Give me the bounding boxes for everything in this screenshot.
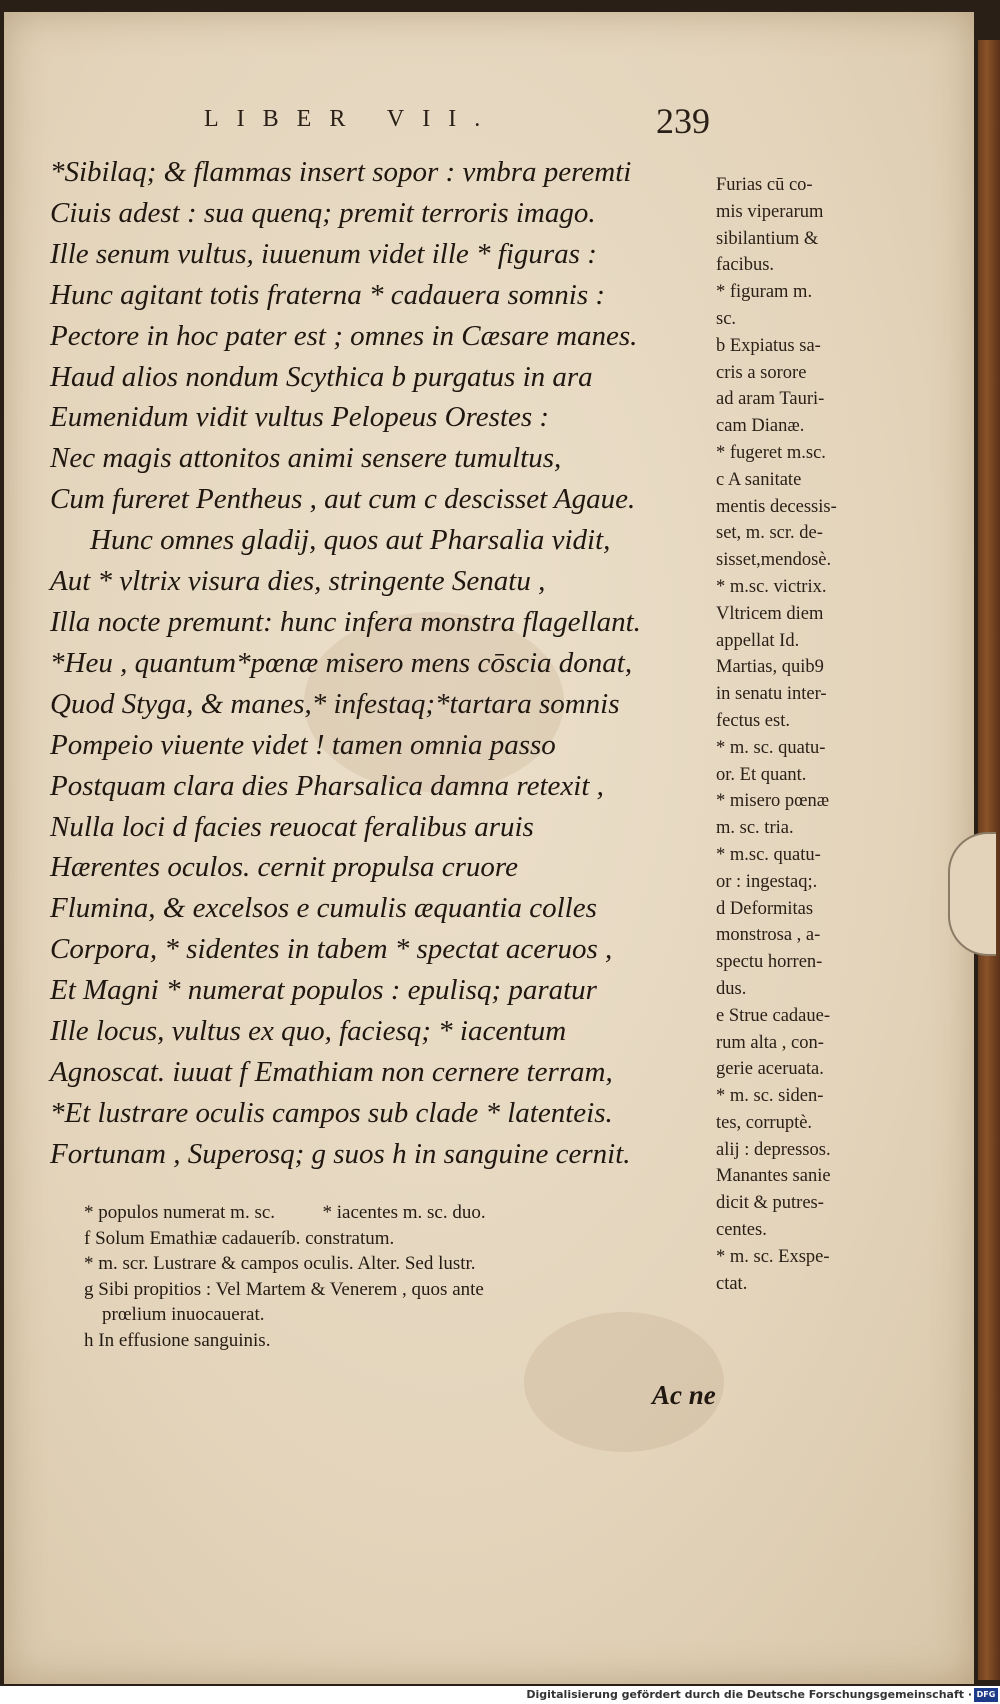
gloss-line: * m. sc. quatu- <box>716 737 826 758</box>
gloss-line: * m. sc. Exspe- <box>716 1246 830 1267</box>
dfg-logo-icon: DFG <box>974 1688 998 1702</box>
verse-line: Haud alios nondum Scythica b purgatus in ara <box>50 360 593 393</box>
verse-text <box>50 152 730 1175</box>
gloss-line: * fugeret m.sc. <box>716 442 826 463</box>
gloss-line: b Expiatus sa- <box>716 335 821 356</box>
gloss-line: * m. sc. siden- <box>716 1086 824 1107</box>
gloss-line: * misero pœnæ <box>716 791 830 812</box>
gloss-line: * m.sc. victrix. <box>716 576 827 597</box>
gloss-line: fectus est. <box>716 710 790 731</box>
gloss-line: alij : depressos. <box>716 1139 831 1160</box>
gloss-line: sc. <box>716 308 737 329</box>
footnote-line: g Sibi propitios : Vel Martem & Venerem , quos ante <box>84 1278 484 1300</box>
gloss-line: e Strue cadaue- <box>716 1005 831 1026</box>
footnote-line: * populos numerat m. sc. * iacentes m. sc. duo. <box>84 1202 486 1223</box>
gloss-line: cam Dianæ. <box>716 416 805 437</box>
credit-bar <box>0 1686 1000 1704</box>
gloss-line: mis viperarum <box>716 201 824 222</box>
book-page <box>4 12 974 1684</box>
verse-line: Cum fureret Pentheus , aut cum c descisset Agaue. <box>50 483 636 516</box>
verse-line: Agnoscat. iuuat f Emathiam non cernere terram, <box>50 1055 613 1088</box>
gloss-line: centes. <box>716 1220 767 1241</box>
gloss-line: Furias cū co- <box>716 175 813 195</box>
gloss-line: or : ingestaq;. <box>716 871 818 892</box>
gloss-line: Martias, quib9 <box>716 657 824 678</box>
verse-line: Et Magni * numerat populos : epulisq; paratur <box>50 974 597 1007</box>
verse-line: Corpora, * sidentes in tabem * spectat aceruos , <box>50 933 613 966</box>
gloss-line: ad aram Tauri- <box>716 389 825 410</box>
gloss-line: rum alta , con- <box>716 1032 824 1053</box>
page-header <box>204 92 724 142</box>
verse-line: Pompeio viuente videt ! tamen omnia passo <box>50 728 556 761</box>
running-head: LIBER VII. <box>204 106 499 132</box>
funding-credit: Digitalisierung gefördert durch die Deutsche Forschungsgemeinschaft · <box>526 1688 972 1701</box>
verse-line: Nulla loci d facies reuocat feralibus aruis <box>50 810 534 843</box>
verse-line: Ille senum vultus, iuuenum videt ille * figuras : <box>50 237 597 270</box>
verse-line: Hunc agitant totis fraterna * cadauera somnis : <box>50 278 606 311</box>
verse-line: Ciuis adest : sua quenq; premit terroris imago. <box>50 196 596 229</box>
gloss-line: c A sanitate <box>716 469 802 490</box>
verse-line: *Heu , quantum*pœnæ misero mens cōscia donat, <box>50 646 633 679</box>
gloss-line: m. sc. tria. <box>716 818 794 839</box>
verse-line: Nec magis attonitos animi sensere tumultus, <box>50 442 562 475</box>
verse-line: Postquam clara dies Pharsalica damna retexit , <box>50 769 604 802</box>
verse-line: Hærentes oculos. cernit propulsa cruore <box>50 851 518 884</box>
margin-gloss <box>716 172 916 1297</box>
verse-line: Fortunam , Superosq; g suos h in sanguine cernit. <box>50 1137 631 1170</box>
gloss-line: appellat Id. <box>716 630 800 651</box>
gloss-line: mentis decessis- <box>716 496 837 517</box>
verse-line: Flumina, & excelsos e cumulis æquantia colles <box>50 892 597 925</box>
footnote-line: * m. scr. Lustrare & campos oculis. Alter. Sed lustr. <box>84 1253 476 1274</box>
footnote-line: f Solum Emathiæ cadaueríb. constratum. <box>84 1227 395 1249</box>
verse-line: Quod Styga, & manes,* infestaq;*tartara somnis <box>50 687 620 720</box>
gloss-line: tes, corruptè. <box>716 1112 813 1133</box>
verse-line: Eumenidum vidit vultus Pelopeus Orestes : <box>50 401 550 434</box>
gloss-line: dicit & putres- <box>716 1193 824 1214</box>
gloss-line: * m.sc. quatu- <box>716 844 821 865</box>
gloss-line: in senatu inter- <box>716 684 827 705</box>
gloss-line: set, m. scr. de- <box>716 523 823 544</box>
gloss-line: * figuram m. <box>716 282 813 303</box>
page-clasp <box>948 832 996 956</box>
page-number: 239 <box>656 101 710 141</box>
gloss-line: spectu horren- <box>716 952 823 973</box>
verse-line: *Sibilaq; & flammas insert sopor : vmbra peremti <box>50 156 632 188</box>
gloss-line: monstrosa , a- <box>716 925 821 946</box>
gloss-line: d Deformitas <box>716 898 814 919</box>
verse-line: Illa nocte premunt: hunc infera monstra flagellant. <box>50 605 641 638</box>
verse-line: Pectore in hoc pater est ; omnes in Cæsare manes. <box>50 319 638 352</box>
footnote-line: h In effusione sanguinis. <box>84 1329 271 1351</box>
verse-line: Hunc omnes gladij, quos aut Pharsalia vidit, <box>90 524 611 557</box>
gloss-line: ctat. <box>716 1273 748 1294</box>
footnotes <box>84 1200 724 1353</box>
footnote-line: prœlium inuocauerat. <box>102 1304 265 1325</box>
gloss-line: sibilantium & <box>716 228 819 249</box>
gloss-line: sisset,mendosè. <box>716 550 832 571</box>
gloss-line: dus. <box>716 978 747 999</box>
verse-line: Ille locus, vultus ex quo, faciesq; * iacentum <box>50 1015 567 1048</box>
gloss-line: Vltricem diem <box>716 603 824 624</box>
gloss-line: or. Et quant. <box>716 764 807 785</box>
gloss-line: gerie aceruata. <box>716 1059 824 1080</box>
gloss-line: Manantes sanie <box>716 1166 831 1187</box>
verse-line: *Et lustrare oculis campos sub clade * latenteis. <box>50 1096 613 1129</box>
gloss-line: facibus. <box>716 255 775 276</box>
verse-line: Aut * vltrix visura dies, stringente Senatu , <box>50 565 546 598</box>
catchword: Ac ne <box>652 1380 716 1410</box>
gloss-line: cris a sorore <box>716 362 807 383</box>
